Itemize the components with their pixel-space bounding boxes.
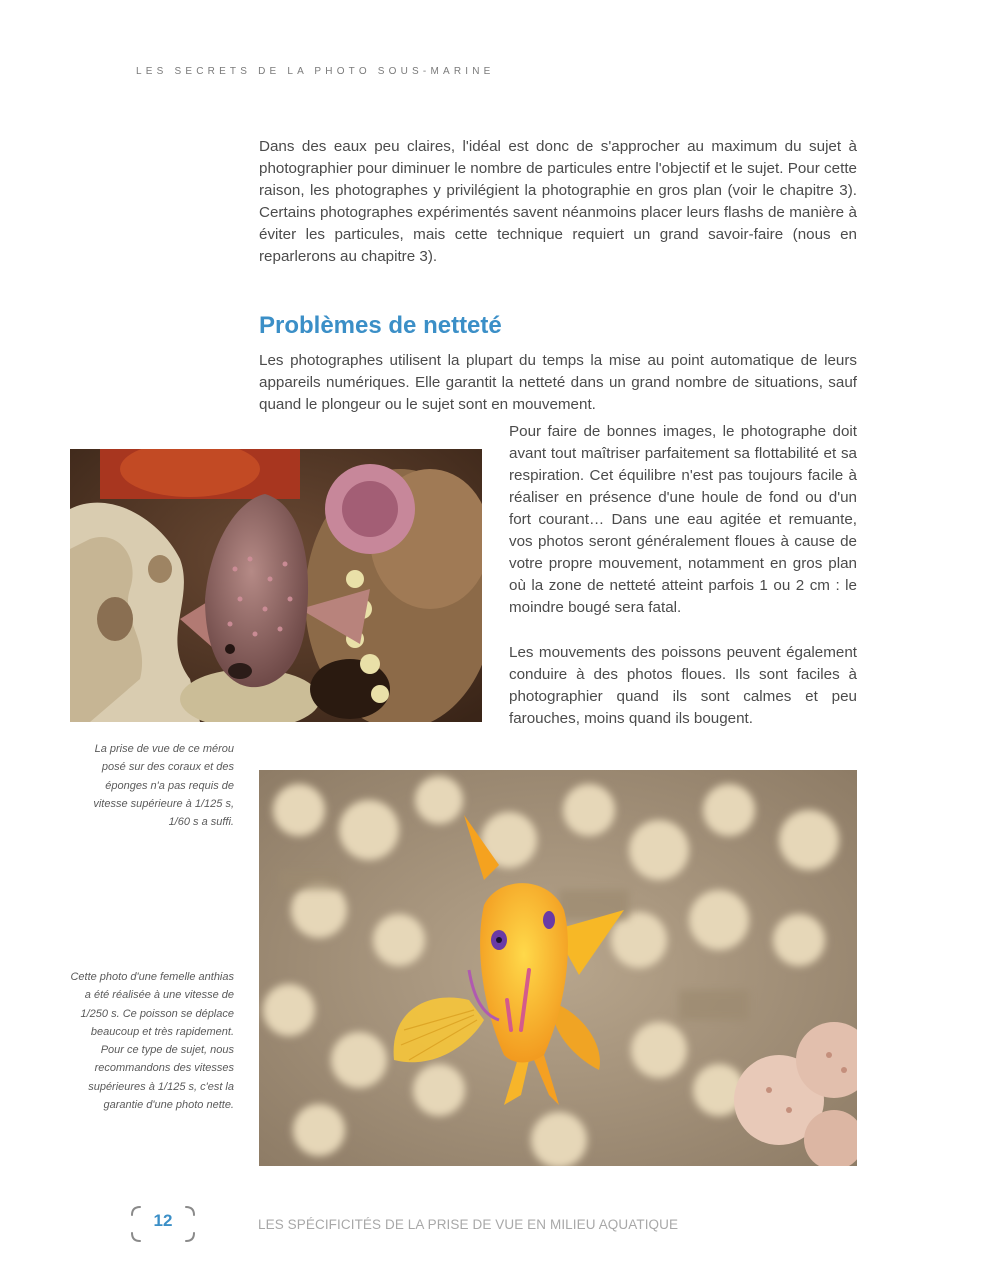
paragraph-autofocus: Les photographes utilisent la plupart du temps la mise au point automatique de leurs appareils numériques. Elle garantit la netteté dans un grand nombre de situations, sauf quand le plongeur ou le sujet sont en mouvement. xyxy=(259,352,857,413)
running-header: LES SECRETS DE LA PHOTO SOUS-MARINE xyxy=(136,66,495,77)
grouper-photo xyxy=(70,449,482,722)
anthias-caption: Cette photo d'une femelle anthias a été réalisée à une vitesse de 1/250 s. Ce poisson se déplace beaucoup et très rapidement. Pour ce type de sujet, nous recommandons des vitesses supérieures à 1/125 s, c'est la garantie d'une photo nette. xyxy=(70,971,234,1112)
intro-paragraph: Dans des eaux peu claires, l'idéal est donc de s'approcher au maximum du sujet à photographier pour diminuer le nombre de particules entre l'objectif et le sujet. Pour cette raison, les photographes y privilégient la photographie en gros plan (voir le chapitre 3). Certains photographes expérimentés savent néanmoins placer leurs flashs de manière à éviter les particules, mais cette technique requiert un grand savoir-faire (nous en reparlerons au chapitre 3). xyxy=(259,138,857,265)
paragraph-fish-movement: Les mouvements des poissons peuvent également conduire à des photos floues. Ils sont faciles à photographier quand ils sont calmes et peu farouches, moins quand ils bougent. xyxy=(509,644,857,727)
section-heading: Problèmes de netteté xyxy=(259,312,502,339)
page-number: 12 xyxy=(153,1211,173,1230)
anthias-photo xyxy=(259,770,857,1166)
running-footer: LES SPÉCIFICITÉS DE LA PRISE DE VUE EN MILIEU AQUATIQUE xyxy=(258,1217,679,1232)
anthias-illustration xyxy=(259,770,857,1166)
grouper-caption: La prise de vue de ce mérou posé sur des coraux et des éponges n'a pas requis de vitesse supérieure à 1/125 s, 1/60 s a suffi. xyxy=(93,743,234,829)
paragraph-buoyancy: Pour faire de bonnes images, le photographe doit avant tout maîtriser parfaitement sa flottabilité et sa respiration. Cet équilibre n'est pas toujours facile à réaliser en présence d'une houle de fond ou d'un fort courant… Dans une eau agitée et remuante, vos photos seront généralement floues à cause de votre propre mouvement, notamment en gros plan où la zone de netteté atteint parfois 1 ou 2 cm : le moindre bougé sera fatal. xyxy=(509,423,857,616)
grouper-illustration xyxy=(70,449,482,722)
